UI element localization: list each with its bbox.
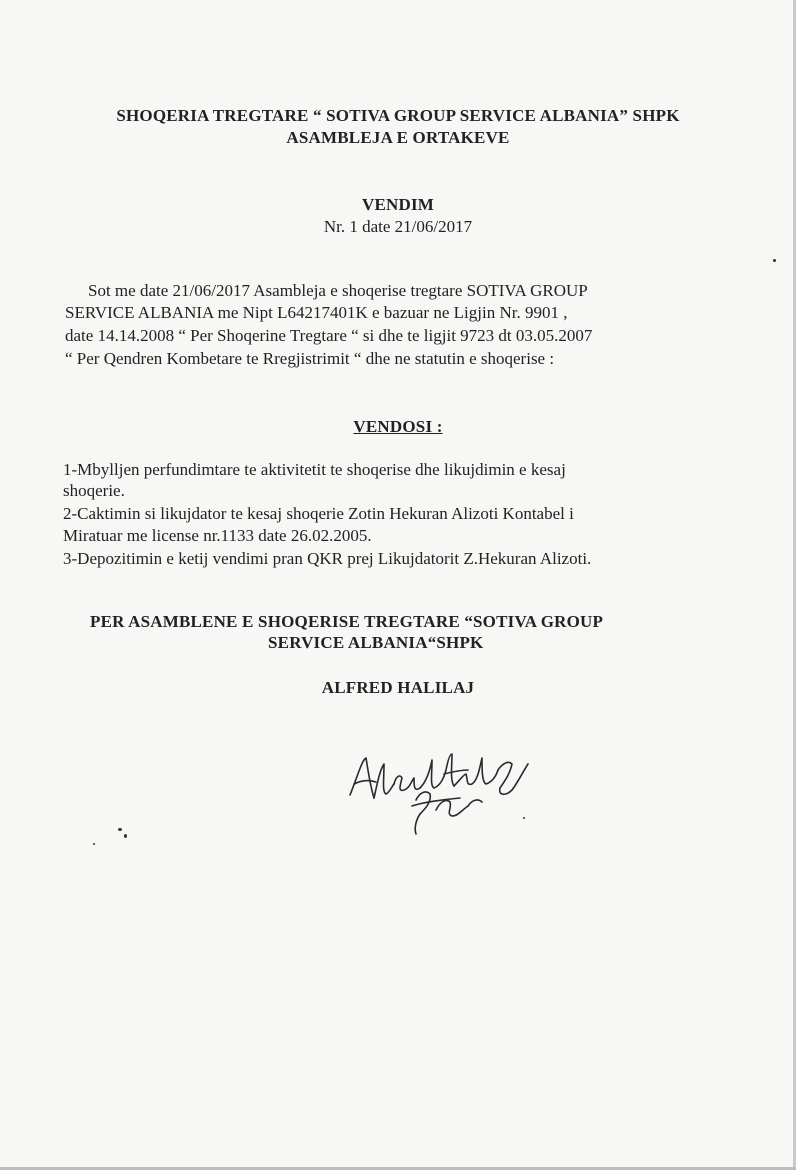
handwritten-signature bbox=[340, 740, 540, 840]
scan-speck bbox=[93, 843, 95, 845]
decision-title: VENDIM bbox=[361, 195, 435, 214]
scan-speck bbox=[523, 817, 525, 819]
closing-line-2: SERVICE ALBANIA“SHPK bbox=[268, 633, 484, 652]
closing-line-1: PER ASAMBLENE E SHOQERISE TREGTARE “SOTIVA GROUP bbox=[90, 612, 604, 631]
resolution-heading: VENDOSI : bbox=[353, 417, 443, 436]
scan-speck bbox=[118, 828, 122, 831]
intro-line-4: “ Per Qendren Kombetare te Rregjistrimit “ dhe ne statutin e shoqerise : bbox=[65, 349, 555, 368]
signer-name: ALFRED HALILAJ bbox=[321, 678, 475, 697]
decision-number: Nr. 1 date 21/06/2017 bbox=[323, 217, 473, 236]
resolution-item-2-line-2: Miratuar me license nr.1133 date 26.02.2005. bbox=[63, 526, 372, 545]
resolution-item-3: 3-Depozitimin e ketij vendimi pran QKR prej Likujdatorit Z.Hekuran Alizoti. bbox=[63, 549, 592, 568]
assembly-title: ASAMBLEJA E ORTAKEVE bbox=[286, 128, 510, 147]
resolution-item-1-line-2: shoqerie. bbox=[63, 481, 125, 500]
resolution-item-2-line-1: 2-Caktimin si likujdator te kesaj shoqerie Zotin Hekuran Alizoti Kontabel i bbox=[63, 504, 574, 523]
intro-line-2: SERVICE ALBANIA me Nipt L64217401K e bazuar ne Ligjin Nr. 9901 , bbox=[65, 303, 568, 322]
scan-speck bbox=[124, 834, 127, 838]
intro-line-3: date 14.14.2008 “ Per Shoqerine Tregtare “ si dhe te ligjit 9723 dt 03.05.2007 bbox=[65, 326, 593, 345]
scan-speck bbox=[773, 259, 776, 262]
intro-line-1: Sot me date 21/06/2017 Asambleja e shoqerise tregtare SOTIVA GROUP bbox=[88, 281, 588, 300]
resolution-item-1-line-1: 1-Mbylljen perfundimtare te aktivitetit te shoqerise dhe likujdimin e kesaj bbox=[63, 460, 566, 479]
company-title: SHOQERIA TREGTARE “ SOTIVA GROUP SERVICE ALBANIA” SHPK bbox=[116, 106, 680, 125]
